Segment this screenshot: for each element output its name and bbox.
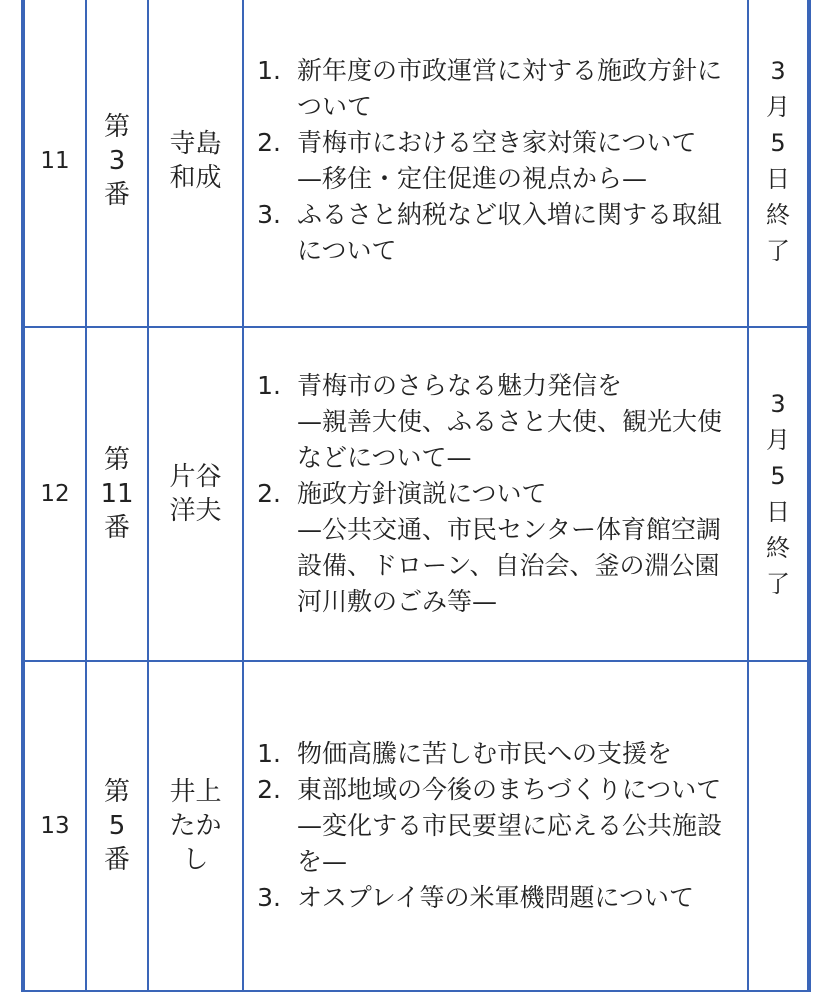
member-name-line: 和成: [169, 163, 222, 193]
topic-text: 東部地域の今後のまちづくりについて: [297, 775, 722, 804]
order-number-cell: [23, 327, 86, 661]
seat-prefix: 第: [103, 112, 130, 142]
member-name-line: 片谷: [169, 462, 222, 492]
question-topics-cell: [243, 327, 748, 661]
seat-number-cell: [86, 327, 148, 661]
member-name-line: し: [182, 845, 209, 875]
list-item: [244, 53, 733, 125]
status-char: 了: [766, 237, 790, 265]
seat-number-cell: [86, 0, 148, 327]
topic-text: オスプレイ等の米軍機問題について: [297, 883, 695, 912]
question-topics-cell: [243, 0, 748, 327]
topic-number: 1.: [257, 739, 281, 768]
topic-subtitle: —変化する市民要望に応える公共施設を—: [297, 811, 723, 876]
order-number: 13: [40, 813, 70, 839]
status-char: 月: [766, 93, 790, 121]
seat-prefix: 第: [103, 777, 130, 807]
member-name-line: 洋夫: [169, 496, 222, 526]
status-char: 日: [766, 498, 790, 526]
table-row: [23, 327, 809, 661]
topic-list: [244, 736, 733, 916]
member-name-cell: [148, 327, 243, 661]
list-item: [244, 125, 733, 197]
seat-number-cell: [86, 661, 148, 991]
seat-number: 3: [108, 146, 126, 176]
seat-number: 5: [108, 811, 126, 841]
order-number: 12: [40, 481, 70, 507]
topic-number: 2.: [257, 479, 281, 508]
topic-subtitle: —公共交通、市民センター体育館空調設備、ドローン、自治会、釜の淵公園河川敷のごみ等—: [297, 515, 722, 616]
status-char: 終: [766, 201, 790, 229]
topic-subtitle: —親善大使、ふるさと大使、観光大使などについて—: [297, 407, 723, 472]
table-row: [23, 0, 809, 327]
status-char: 3: [770, 390, 786, 418]
topic-number: 1.: [257, 56, 281, 85]
seat-suffix: 番: [103, 513, 130, 543]
topic-number: 1.: [257, 371, 281, 400]
question-topics-cell: [243, 661, 748, 991]
status-char: 月: [766, 426, 790, 454]
list-item: [244, 368, 733, 476]
table-row: [23, 661, 809, 991]
question-schedule-table-container: [21, 0, 807, 992]
seat-suffix: 番: [103, 845, 130, 875]
status-char: 了: [766, 570, 790, 598]
list-item: [244, 736, 733, 772]
topic-list: [244, 53, 733, 269]
order-number-cell: [23, 661, 86, 991]
member-name-line: 井上: [169, 777, 222, 807]
topic-number: 2.: [257, 128, 281, 157]
member-name-cell: [148, 661, 243, 991]
status-char: 5: [770, 462, 786, 490]
order-number-cell: [23, 0, 86, 327]
topic-text: 物価高騰に苦しむ市民への支援を: [297, 739, 673, 768]
topic-text: 青梅市における空き家対策について: [297, 128, 697, 157]
order-number: 11: [40, 148, 70, 174]
status-char: 終: [766, 534, 790, 562]
list-item: [244, 197, 733, 269]
seat-suffix: 番: [103, 180, 130, 210]
status-cell: [748, 327, 809, 661]
status-cell: [748, 661, 809, 991]
member-name-cell: [148, 0, 243, 327]
topic-text: ふるさと納税など収入増に関する取組について: [297, 200, 723, 265]
member-name-line: たか: [169, 811, 222, 841]
member-name-line: 寺島: [169, 129, 222, 159]
topic-number: 2.: [257, 775, 281, 804]
topic-text: 青梅市のさらなる魅力発信を: [297, 371, 623, 400]
question-schedule-table: [21, 0, 811, 992]
status-cell: [748, 0, 809, 327]
list-item: [244, 476, 733, 620]
topic-text: 施政方針演説について: [297, 479, 547, 508]
topic-text: 新年度の市政運営に対する施政方針について: [297, 56, 723, 121]
status-char: 5: [770, 129, 786, 157]
status-char: 3: [770, 57, 786, 85]
status-char: 日: [766, 165, 790, 193]
list-item: [244, 772, 733, 880]
topic-list: [244, 368, 733, 620]
topic-number: 3.: [257, 200, 281, 229]
seat-prefix: 第: [103, 445, 130, 475]
topic-number: 3.: [257, 883, 281, 912]
list-item: [244, 880, 733, 916]
seat-number: 11: [100, 479, 134, 509]
topic-subtitle: —移住・定住促進の視点から—: [297, 164, 648, 193]
